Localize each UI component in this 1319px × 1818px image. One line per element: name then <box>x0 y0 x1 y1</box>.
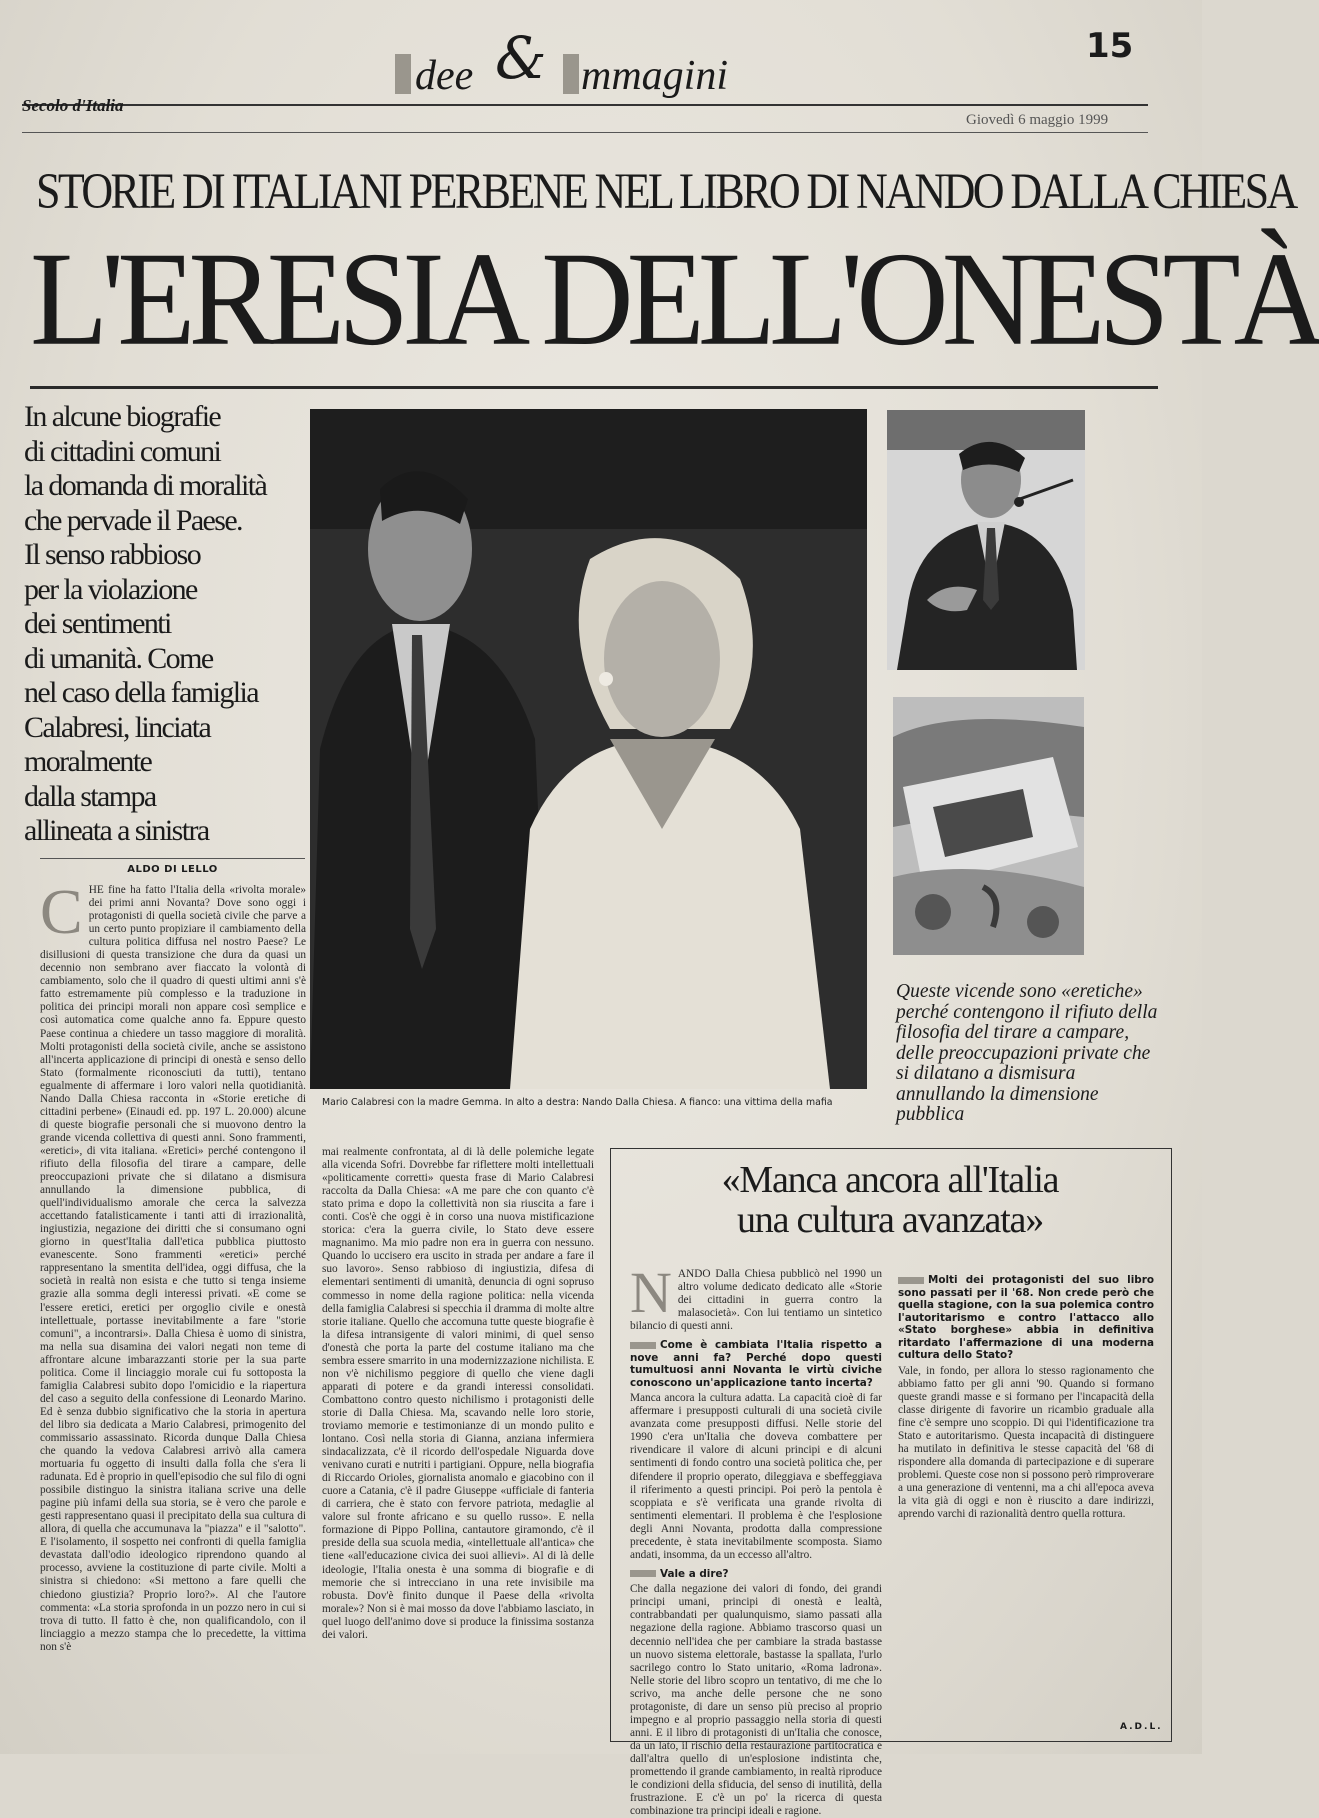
byline: ALDO DI LELLO <box>127 864 218 875</box>
issue-date: Giovedì 6 maggio 1999 <box>966 112 1109 128</box>
deck-line: che pervade il Paese. <box>24 503 242 537</box>
article-deck <box>24 400 294 849</box>
interview-answer-3: Vale, in fondo, per allora lo stesso ragionamento che abbiamo fatto per gli anni '90. Quando si formano queste grandi masse e si formano per l'incapacità della classe dirigente di favorire un ricambio graduale alla fine c'è sempre uno scoppio. Di qui l'identificazione tra Stato e autoritarismo. Questa incapacità di distinguere ha mutilato in definitiva le stesse capacità del '68 di rispondere alla domanda di partecipazione e di superare problemi. Queste cose non si possono però rimproverare a una generazione di ventenni, ma a chi all'epoca aveva la vita già di oggi e non è riuscito a dare indirizzi, aprendo varchi di razionalità dentro quella rottura. <box>898 1364 1154 1521</box>
headline-rule <box>30 386 1158 389</box>
section-header <box>395 18 795 98</box>
article-column-1 <box>40 876 306 1719</box>
photo-caption: Mario Calabresi con la madre Gemma. In alto a destra: Nando Dalla Chiesa. A fianco: una vittima della mafia <box>322 1097 833 1108</box>
section-word-right: mmagini <box>581 53 728 99</box>
section-bar-left <box>395 54 411 94</box>
headline: L'ERESIA DELL'ONESTÀ <box>30 224 1319 374</box>
kicker: STORIE DI ITALIANI PERBENE NEL LIBRO DI NANDO DALLA CHIESA <box>36 163 1296 220</box>
deck-line: Calabresi, linciata <box>24 710 211 744</box>
deck-line: la domanda di moralità <box>24 469 267 502</box>
interview-column-2 <box>898 1268 1154 1716</box>
interview-title-line-1: «Manca ancora all'Italia <box>721 1159 1059 1201</box>
section-ampersand: & <box>495 24 547 92</box>
deck-line: dalla stampa <box>24 779 156 813</box>
interview-question-1: Come è cambiata l'Italia rispetto a nove anni fa? Perché dopo questi tumultuosi anni Novanta le virtù civiche conoscono un'applicazione tanto incerta? <box>630 1339 882 1389</box>
photo-calabresi-drawing <box>310 409 867 1089</box>
interview-dropcap: N <box>630 1260 672 1325</box>
paper-name: Secolo d'Italia <box>22 96 124 115</box>
deck-line: Il senso rabbioso <box>24 538 201 571</box>
pull-quote: Queste vicende sono «eretiche» perché contengono il rifiuto della filosofia del tirare a campare, delle preoccupazioni private che si dilatano a dismisura annullando la dimensione pubblica <box>896 981 1158 1125</box>
page-number: 15 <box>1086 26 1134 66</box>
article-text-1: HE fine ha fatto l'Italia della «rivolta morale» dei primi anni Novanta? Dove sono oggi i protagonisti di quella società civile che parve a un certo punto propiziare il cambiamento della cultura politica diffusa nel nostro Paese? Le disillusioni di questa transizione che dura da quasi un decennio non sembrano aver fiaccato la volontà di cambiamento, solo che il quadro di questi ultimi anni s'è fatto estremamente più complesso e la traduzione in politica dei principi morali non appare così semplice e così automatica come qualche anno fa. Eppure questo Paese continua a chiedere un tasso maggiore di moralità. Molti protagonisti della società civile, anche se assistono all'incerta applicazione di principi di onestà e senso dello Stato (formalmente riconosciuti da tutti), tentano egualmente di affermare i loro valori nella quotidianità. Nando Dalla Chiesa racconta in «Storie eretiche di cittadini perbene» (Einaudi ed. pp. 197 L. 20.000) alcune di queste biografie personali che si muovono dentro la grande vicenda collettiva di questi anni. Sono frammenti, «eretici», di vita italiana. «Eretici» perché contengono il rifiuto della filosofia del tirare a campare, delle preoccupazioni private che si dilatano a dismisura annullando la dimensione pubblica, di quell'individualismo amorale che cerca la salvezza accettando fatalisticamente i tanti atti di irrazionalità, ingiustizia, negazione dei diritti che si consumano ogni giorno in quest'Italia dall'etica pubblica piuttosto evanescente. Sono frammenti «eretici» perché rappresentano la smentita dell'idea, oggi diffusa, che la società in realtà non esista e che tutto si tenga insieme grazie alla somma degli interessi privati. «E come se l'essere eretici, eretici per orgoglio civile e onestà intellettuale, portasse inevitabilmente a fare "storie comuni", a incontrarsi». Dalla Chiesa è uomo di sinistra, ma nella sua disamina dei valori negati non teme di affrontare alcune imbarazzanti storie per la sua parte politica. Come il linciaggio morale cui fu sottoposta la famiglia Calabresi subito dopo l'omicidio e la riapertura del caso a seguito della confessione di Leonardo Marino. Ed è senza dubbio significativo che la storia in apertura del libro sia dedicata a Mario Calabresi, primogenito del commissario assassinato. Ricorda dunque Dalla Chiesa che quando la vedova Calabresi arrivò alla camera mortuaria fu oggetto di insulti dalla folla che s'era li radunata. Ed è proprio in quell'episodio che sul filo di ogni possibile distinguo la sinistra italiana scrive una delle pagine più infami della sua storia, se è vero che parole e gesti rappresentano quasi il precipitato della sua cultura di allora, di quella che accumunava la "piazza" e il "salotto". E l'isolamento, il sospetto nei confronti di quella famiglia devastata dall'odio ideologico riprendono quando al processo, avviene la costituzione di parte civile. Molti a sinistra si chiedono: «Si mettono a fare quelli che chiedono giustizia? Proprio loro?». Al che l'autore commenta: «La storia sprofonda in un pozzo nero in cui si trova di tutto. Il fatto è che, non qualificandolo, con il linciaggio a mezzo stampa che lo precedette, la vittima non s'è <box>40 884 306 1653</box>
section-word-left: dee <box>415 53 474 99</box>
dropcap: C <box>40 876 83 947</box>
interview-title-line-2: una cultura avanzata» <box>736 1199 1044 1241</box>
deck-line: moralmente <box>24 745 152 778</box>
interview-question-2: Vale a dire? <box>630 1568 882 1581</box>
interview-answer-1: Manca ancora la cultura adatta. La capacità cioè di far affermare i presupposti culturali di una società civile avanzata come presupposti diffusi. Nelle storie del 1990 c'era un'Italia che doveva combattere per rivendicare il valore di alcuni principi e di alcuni sentimenti di fondo contro una società politica che, per difendere il proprio operato, dileggiava e sbeffeggiava il riferimento a questi principi. Poi però la pentola è scoppiata e s'è verificata una grande rivolta di sentimenti elementari. Il problema è che l'esplosione degli Anni Novanta, prodotta dalla compressione precedente, è stata inevitabilmente scomposta. Siamo andati, insomma, da un eccesso all'altro. <box>630 1392 882 1561</box>
deck-line: In alcune biografie <box>24 400 221 433</box>
deck-line: di umanità. Come <box>24 641 213 675</box>
masthead-rule-top <box>22 104 1148 106</box>
interview-signature: A.D.L. <box>1120 1722 1163 1732</box>
deck-line: dei sentimenti <box>24 607 171 640</box>
deck-line: per la violazione <box>24 572 197 606</box>
photo-mafia-victim <box>893 697 1084 955</box>
interview-answer-2: Che dalla negazione dei valori di fondo, dei grandi principi umani, principi di onestà e lealtà, contrabbandati per qualunquismo, siamo passati alla negazione della ragione. Abbiamo trascorso quasi un decennio nell'idea che per cambiare la strada bastasse un nuovo sistema elettorale, bastasse la spallata, l'urlo sacrilego contro lo Stato unitario, «Roma ladrona». Nelle storie del libro scopro un tentativo, di me che lo scrivo, ma anche delle persone che ne sono protagoniste, di dare un senso più preciso al proprio impegno e al proprio passaggio nella storia di questi anni. E il libro di protagonisti di un'Italia che conosce, da un lato, il rischio della restaurazione partitocratica e dall'altra quello di un'esplosione indistinta che, promettendo il grande cambiamento, in realtà riproduce le condizioni della sfiducia, del senso di inutilità, della frustrazione. E c'è un po' la ricerca di questa combinazione tra principi ideali e ragione. <box>630 1583 882 1818</box>
photo-mafia-victim-drawing <box>893 697 1084 955</box>
photo-calabresi <box>310 409 867 1089</box>
article-text-2: mai realmente confrontata, al di là delle polemiche legate alla vicenda Sofri. Dovrebbe far riflettere molti intellettuali «politicamente corretti» questa frase di Mario Calabresi raccolta da Dalla Chiesa: «A me pare che con quanto c'è stato prima e dopo la collettività non sia riuscita a fare i conti. Cos'è che oggi è in corso una nuova mistificazione storica: c'era la guerra civile, lo Stato deve essere magnanimo. Ma mio padre non era in guerra con nessuno. Quando lo uccisero era uscito in strada per andare a fare il suo lavoro». Senso rabbioso di ingiustizia, difesa di elementari sentimenti di umanità, denuncia di ogni sopruso commesso in nome della ragione politica: nella vicenda della famiglia Calabresi si specchia il dramma di molte altre storie italiane. Quello che accomuna tutte queste biografie è la difesa intransigente di valori minimi, di quel senso d'onestà che porta la parte del costume italiano ma che sembra essere smarrito in una modernizzazione nichilista. E non v'è nichilismo peggiore di quello che viene dagli apparati di potere e da grandi interessi consolidati. Combattono contro questo nichilismo i protagonisti delle storie di Dalla Chiesa. Ma, scavando nelle loro storie, troviamo memorie e testimonianze di un mondo pulito e lontano. Così nella storia di Gianna, anziana infermiera sindacalizzata, c'è il ricordo dell'ospedale Niguarda dove venivano curati e nutriti i partigiani. Oppure, nella biografia di Riccardo Orioles, giornalista anomalo e giacobino con il cuore a Catania, c'è il padre Giuseppe «ufficiale di fanteria di carriera, che è stato con fervore patriota, medaglie al valore sul fronte africano e su quello russo». E nella formazione di Pippo Pollina, cantautore giramondo, c'è il preside della sua scuola media, «intellettuale all'antica» che tiene «all'educazione civica dei suoi allievi». Al di là delle ideologie, l'Italia onesta è una somma di biografie e di memorie che si intrecciano in una rete invisibile ma robusta. Dov'è finito dunque il Paese della «rivolta morale»? Non si è mai mosso da dove l'abbiamo lasciato, in quel luogo dell'animo dove si produce la finissima sostanza dei valori. <box>322 1146 594 1641</box>
deck-line: allineata a sinistra <box>24 814 209 847</box>
section-bar-right <box>563 54 579 94</box>
article-column-2 <box>322 1146 594 1716</box>
photo-dalla-chiesa <box>887 410 1085 670</box>
deck-line: di cittadini comuni <box>24 434 221 468</box>
interview-question-3: Molti dei protagonisti del suo libro sono passati per il '68. Non crede però che quella stagione, con la sua polemica contro l'autoritarismo e contro l'attacco allo «Stato borghese» abbia in definitiva ritardato l'affermazione di una moderna cultura dello Stato? <box>898 1274 1154 1361</box>
photo-dalla-chiesa-drawing <box>887 410 1085 670</box>
deck-line: nel caso della famiglia <box>24 676 258 709</box>
interview-column-1 <box>630 1260 882 1818</box>
interview-intro: ANDO Dalla Chiesa pubblicò nel 1990 un altro volume dedicato dedicato alle «Storie dei cittadini in guerra contro la malasocietà». Con lui tentiamo un sintetico bilancio di questi anni. <box>630 1268 882 1333</box>
masthead-rule-bottom <box>22 132 1148 133</box>
byline-rule <box>40 858 305 859</box>
interview-title <box>640 1160 1140 1240</box>
